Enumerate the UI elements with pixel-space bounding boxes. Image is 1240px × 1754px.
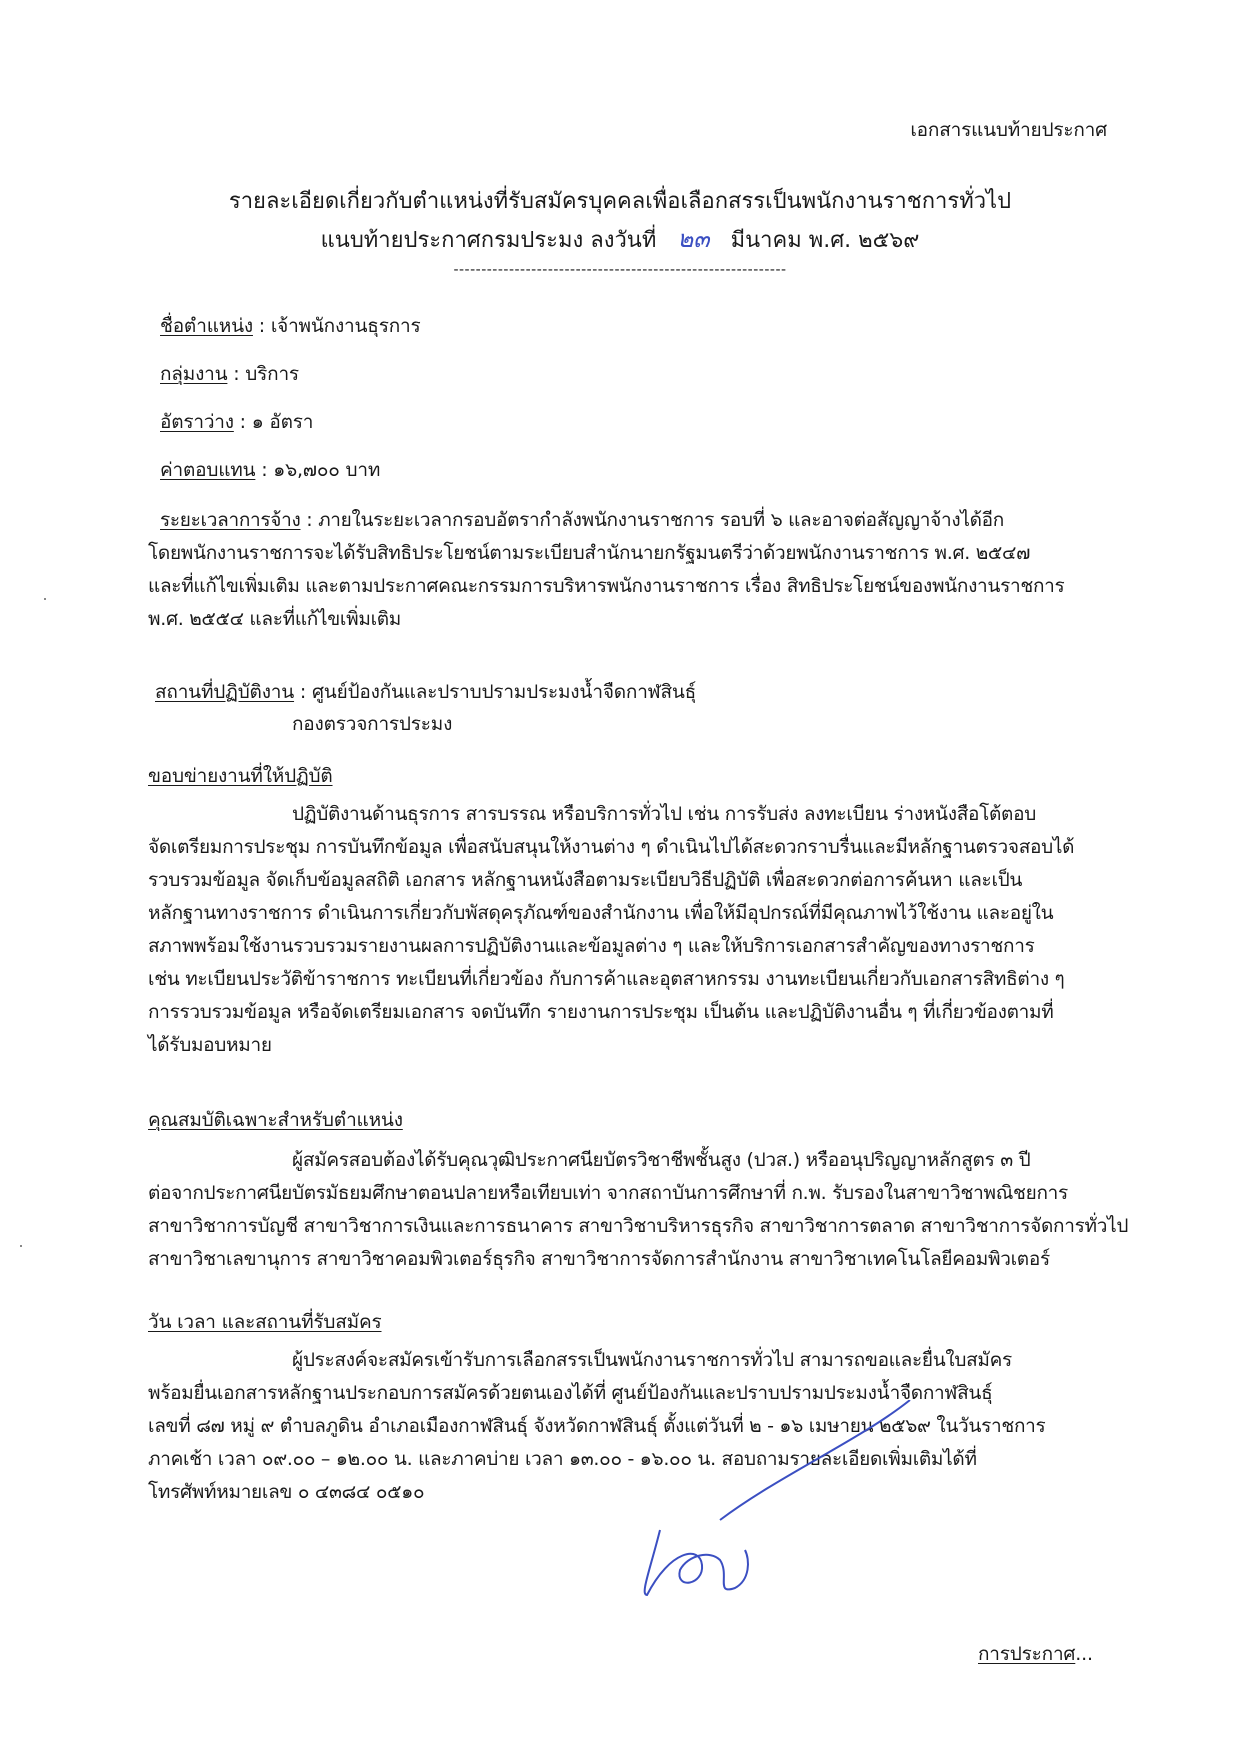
application-line: ภาคเช้า เวลา ๐๙.๐๐ – ๑๒.๐๐ น. และภาคบ่าย เวลา ๑๓.๐๐ - ๑๖.๐๐ น. สอบถามรายละเอียดเพิ่มเติมได้ที่: [148, 1448, 977, 1470]
field-position-value: เจ้าพนักงานธุรการ: [270, 315, 421, 337]
field-separator: :: [294, 681, 312, 703]
duties-line: รวบรวมข้อมูล จัดเก็บข้อมูลสถิติ เอกสาร หลักฐานหนังสือตามระเบียบวิธีปฏิบัติ เพื่อสะดวกต่อการค้นหา และเป็น: [148, 869, 1023, 891]
scan-mark: [44, 598, 46, 600]
employment-period-line-3: และที่แก้ไขเพิ่มเติม และตามประกาศคณะกรรมการบริหารพนักงานราชการ เรื่อง สิทธิประโยชน์ของพนักงานราชการ: [148, 575, 1065, 597]
duties-line: เช่น ทะเบียนประวัติข้าราชการ ทะเบียนที่เกี่ยวข้อง กับการค้าและอุตสาหกรรม งานทะเบียนเกี่ยวกับเอกสารสิทธิต่าง ๆ: [148, 968, 1065, 990]
employment-period-line-1: [160, 508, 1110, 532]
field-separator: :: [233, 411, 252, 433]
duties-line: ได้รับมอบหมาย: [148, 1034, 272, 1056]
field-vacancies-label: อัตราว่าง: [160, 411, 234, 433]
field-compensation-label: ค่าตอบแทน: [160, 459, 256, 481]
qualifications-heading: คุณสมบัติเฉพาะสำหรับตำแหน่ง: [148, 1109, 403, 1131]
field-vacancies-value: ๑ อัตรา: [251, 411, 314, 433]
field-separator: :: [252, 315, 271, 337]
document-title-line2: [0, 225, 1240, 255]
workplace-line-1: [155, 680, 696, 704]
duties-line: การรวบรวมข้อมูล หรือจัดเตรียมเอกสาร จดบันทึก รายงานการประชุม เป็นต้น และปฏิบัติงานอื่น ๆ ที่เกี่ยวข้องตามที่: [148, 1001, 1054, 1023]
qualifications-line: สาขาวิชาเลขานุการ สาขาวิชาคอมพิวเตอร์ธุรกิจ สาขาวิชาการจัดการสำนักงาน สาขาวิชาเทคโนโลยีคอมพิวเตอร์: [148, 1248, 1050, 1270]
field-position-label: ชื่อตำแหน่ง: [160, 315, 253, 337]
duties-line: หลักฐานทางราชการ ดำเนินการเกี่ยวกับพัสดุครุภัณฑ์ของสำนักงาน เพื่อให้มีอุปกรณ์ที่มีคุณภาพไว้ใช้งาน และอยู่ใน: [148, 902, 1054, 924]
workplace-line-2: กองตรวจการประมง: [292, 713, 453, 735]
workplace-label: สถานที่ปฏิบัติงาน: [155, 681, 295, 703]
field-group: [160, 362, 299, 386]
field-position: [160, 314, 420, 338]
field-separator: :: [255, 459, 274, 481]
application-line: พร้อมยื่นเอกสารหลักฐานประกอบการสมัครด้วยตนเองได้ที่ ศูนย์ป้องกันและปราบปรามประมงน้ำจืดกาฬสินธุ์: [148, 1382, 993, 1404]
duties-line: จัดเตรียมการประชุม การบันทึกข้อมูล เพื่อสนับสนุนให้งานต่าง ๆ ดำเนินไปได้สะดวกราบรื่นและมีหลักฐานตรวจสอบได้: [148, 836, 1075, 858]
continuation-word: การประกาศ: [978, 1643, 1076, 1665]
title-date-suffix: มีนาคม พ.ศ. ๒๕๖๙: [730, 228, 920, 253]
continuation-marker: [978, 1642, 1093, 1666]
qualifications-line: สาขาวิชาการบัญชี สาขาวิชาการเงินและการธนาคาร สาขาวิชาบริหารธุรกิจ สาขาวิชาการตลาด สาขาวิชาการจัดการทั่วไป: [148, 1215, 1129, 1237]
document-title-line1: รายละเอียดเกี่ยวกับตำแหน่งที่รับสมัครบุคคลเพื่อเลือกสรรเป็นพนักงานราชการทั่วไป: [228, 189, 1012, 214]
duties-heading: ขอบข่ายงานที่ให้ปฏิบัติ: [148, 765, 333, 787]
field-separator: :: [300, 509, 319, 531]
workplace-value: ศูนย์ป้องกันและปราบปรามประมงน้ำจืดกาฬสินธุ์: [311, 681, 697, 703]
application-line: โทรศัพท์หมายเลข ๐ ๔๓๘๔ ๐๕๑๐: [148, 1481, 425, 1503]
qualifications-line: ผู้สมัครสอบต้องได้รับคุณวุฒิประกาศนียบัตรวิชาชีพชั้นสูง (ปวส.) หรืออนุปริญญาหลักสูตร ๓ ปี: [292, 1149, 1031, 1171]
field-group-value: บริการ: [245, 363, 299, 385]
qualifications-line: ต่อจากประกาศนียบัตรมัธยมศึกษาตอนปลายหรือเทียบเท่า จากสถาบันการศึกษาที่ ก.พ. รับรองในสาขาวิชาพณิชยการ: [148, 1182, 1068, 1204]
field-vacancies: [160, 410, 313, 434]
duties-line: ปฏิบัติงานด้านธุรการ สารบรรณ หรือบริการทั่วไป เช่น การรับส่ง ลงทะเบียน ร่างหนังสือโต้ตอบ: [292, 803, 1036, 825]
field-compensation: [160, 458, 380, 482]
title-divider: ------------------------------------------------------------: [453, 262, 787, 278]
application-line: ผู้ประสงค์จะสมัครเข้ารับการเลือกสรรเป็นพนักงานราชการทั่วไป สามารถขอและยื่นใบสมัคร: [292, 1349, 1012, 1371]
employment-period-line-4: พ.ศ. ๒๕๕๔ และที่แก้ไขเพิ่มเติม: [148, 608, 402, 630]
application-line: เลขที่ ๘๗ หมู่ ๙ ตำบลภูดิน อำเภอเมืองกาฬสินธุ์ จังหวัดกาฬสินธุ์ ตั้งแต่วันที่ ๒ - ๑๖ เมษายน ๒๕๖๙ ในวันราชการ: [148, 1415, 1046, 1437]
duties-line: สภาพพร้อมใช้งานรวบรวมรายงานผลการปฏิบัติงานและข้อมูลต่าง ๆ และให้บริการเอกสารสำคัญของทางราชการ: [148, 935, 1035, 957]
employment-period-line-2: โดยพนักงานราชการจะได้รับสิทธิประโยชน์ตามระเบียบสำนักนายกรัฐมนตรีว่าด้วยพนักงานราชการ พ.ศ. ๒๕๔๗: [148, 542, 1031, 564]
field-compensation-value: ๑๖,๗๐๐ บาท: [273, 459, 381, 481]
field-separator: :: [227, 363, 246, 385]
employment-period-label: ระยะเวลาการจ้าง: [160, 509, 301, 531]
title-date-prefix: แนบท้ายประกาศกรมประมง ลงวันที่: [320, 228, 657, 253]
handwritten-initials-icon: [640, 1400, 1140, 1600]
application-heading: วัน เวลา และสถานที่รับสมัคร: [148, 1311, 382, 1333]
continuation-dots: ...: [1075, 1643, 1093, 1665]
handwritten-day: ๒๓: [677, 225, 710, 253]
attachment-note: เอกสารแนบท้ายประกาศ: [910, 119, 1107, 141]
field-group-label: กลุ่มงาน: [160, 363, 228, 385]
scan-mark: [20, 1245, 22, 1247]
employment-period-text: ภายในระยะเวลากรอบอัตรากำลังพนักงานราชการ รอบที่ ๖ และอาจต่อสัญญาจ้างได้อีก: [318, 509, 1004, 531]
